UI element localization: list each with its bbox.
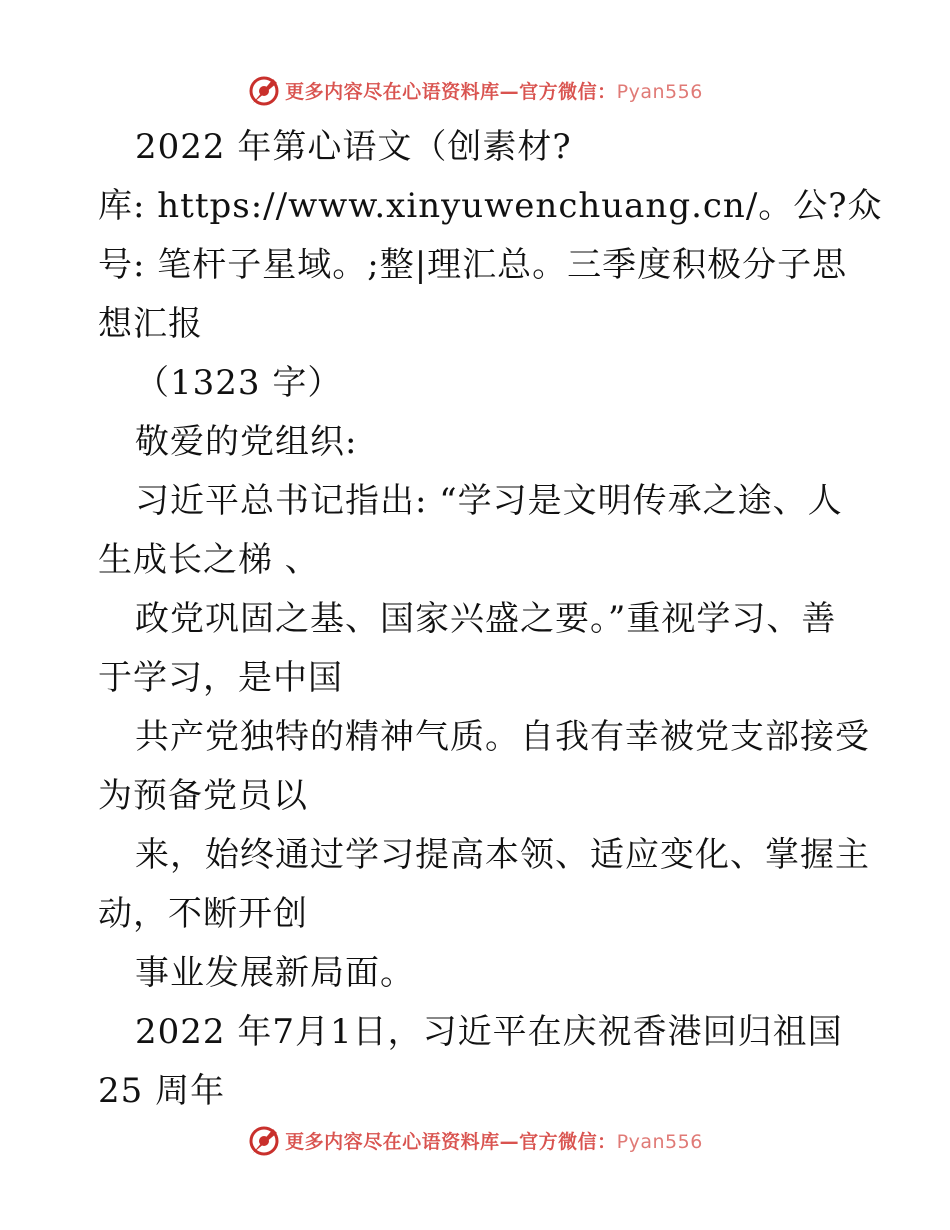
watermark-text xyxy=(285,77,703,104)
text-line: 2022 年7月1日，习近平在庆祝香港回归祖国 xyxy=(135,1012,843,1052)
text-line: 来，始终通过学习提高本领、适应变化、掌握主 xyxy=(135,835,870,875)
text-line: 25 周年 xyxy=(98,1071,226,1111)
text-line: 为预备党员以 xyxy=(98,776,308,816)
watermark-wechat-id: Pyan556 xyxy=(616,80,703,103)
header-watermark xyxy=(0,70,950,110)
text-line: 事业发展新局面。 xyxy=(135,953,415,993)
text-line: 想汇报 xyxy=(98,304,203,344)
text-line: 于学习，是中国 xyxy=(98,658,343,698)
watermark-text xyxy=(285,1127,703,1154)
text-line: 生成长之梯 、 xyxy=(98,540,320,580)
watermark-label: 更多内容尽在心语资料库—官方微信： xyxy=(285,1130,617,1153)
text-line: 库: https://www.xinyuwenchuang.cn/。公?众 xyxy=(98,186,883,226)
text-line: 号: 笔杆子星域。;整|理汇总。三季度积极分子思 xyxy=(98,245,848,285)
brand-logo-icon xyxy=(247,73,281,107)
text-line: 动，不断开创 xyxy=(98,894,308,934)
document-body xyxy=(98,118,883,1121)
text-line: 共产党独特的精神气质。自我有幸被党支部接受 xyxy=(135,717,870,757)
brand-logo-icon xyxy=(247,1123,281,1157)
text-line: 习近平总书记指出: “学习是文明传承之途、人 xyxy=(135,481,843,521)
watermark-label: 更多内容尽在心语资料库—官方微信： xyxy=(285,80,617,103)
watermark-wechat-id: Pyan556 xyxy=(616,1130,703,1153)
footer-watermark xyxy=(0,1120,950,1160)
text-line: 敬爱的党组织: xyxy=(135,422,358,462)
text-line: （1323 字） xyxy=(135,363,343,403)
text-line: 政党巩固之基、国家兴盛之要。”重视学习、善 xyxy=(135,599,837,639)
text-line: 2022 年第心语文（创素材? xyxy=(135,127,572,167)
